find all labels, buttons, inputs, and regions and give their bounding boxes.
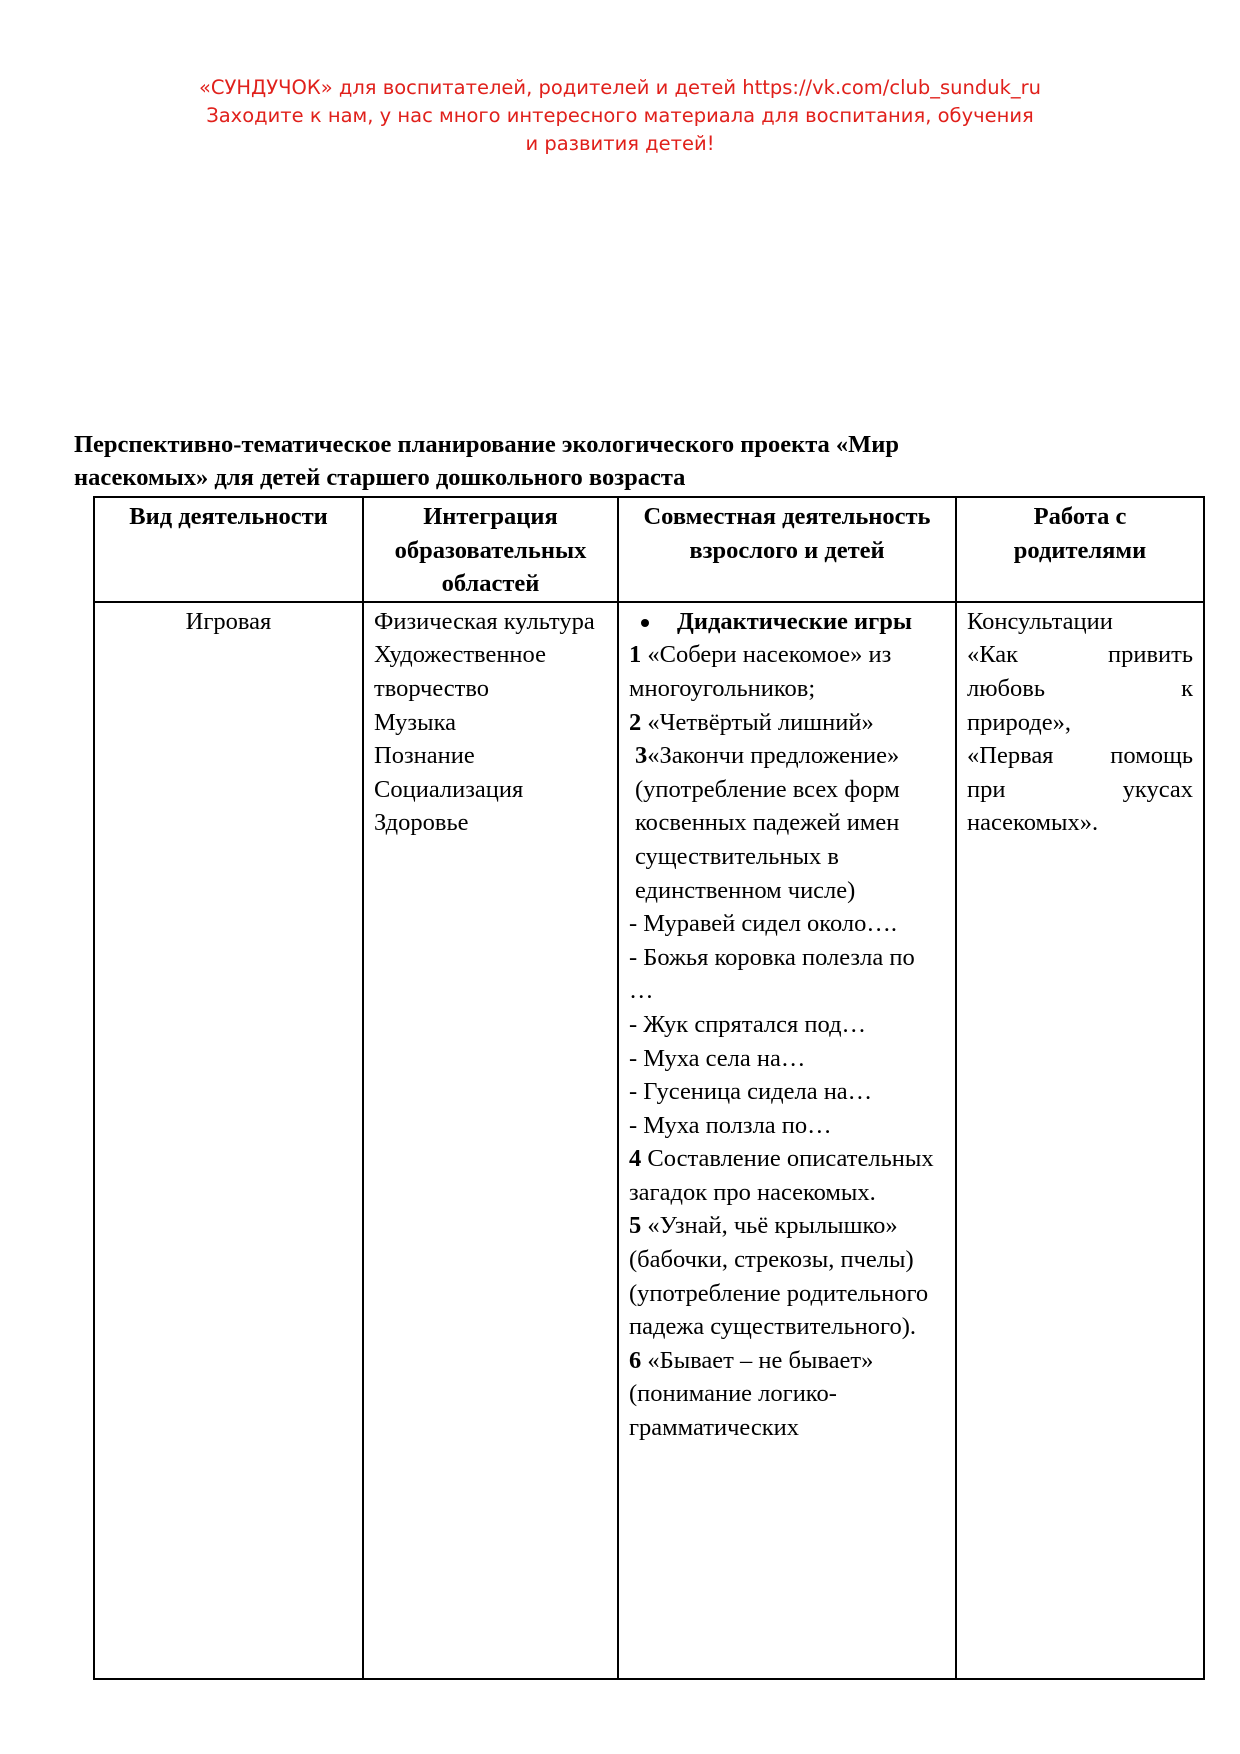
table-row	[94, 602, 1204, 1679]
parents-line: при укусах	[967, 775, 1193, 803]
phrase-item: - Муха села на…	[629, 1044, 806, 1072]
parents-line: природе»,	[967, 708, 1071, 736]
integration-item: Физическая культура	[374, 607, 595, 635]
integration-item: Художественное творчество	[374, 641, 546, 702]
phrase-item: - Муха ползла по…	[629, 1111, 832, 1139]
promo-line-1: «СУНДУЧОК» для воспитателей, родителей и детей https://vk.com/club_sunduk_ru	[198, 76, 1042, 99]
header-activity-type: Вид деятельности	[94, 497, 363, 602]
cell-integration	[363, 602, 618, 1679]
phrase-item: - Жук спрятался под…	[629, 1010, 867, 1038]
document-title	[74, 428, 1194, 494]
cell-parents-work	[956, 602, 1204, 1679]
list-item	[629, 706, 945, 740]
bullet-dot-icon	[641, 619, 649, 627]
integration-item: Познание	[374, 742, 475, 770]
phrase-item: - Гусеница сидела на…	[629, 1078, 873, 1106]
planning-table	[93, 496, 1205, 1680]
item-text: «Узнай, чьё крылышко» (бабочки, стрекозы, пчелы) (употребление родительного падежа существительного).	[629, 1212, 929, 1341]
parents-line: Консультации	[967, 607, 1113, 635]
integration-item: Здоровье	[374, 809, 469, 837]
title-line-1: Перспективно-тематическое планирование экологического проекта «Мир	[74, 431, 900, 458]
list-item	[629, 1209, 945, 1343]
item-number: 4	[629, 1145, 642, 1173]
title-line-2: насекомых» для детей старшего дошкольного возраста	[74, 464, 686, 491]
item-number: 1	[629, 641, 642, 669]
cell-joint-activity	[618, 602, 956, 1679]
parents-line: «Первая помощь	[967, 742, 1193, 770]
item-number: 6	[629, 1346, 642, 1374]
cell-activity: Игровая	[94, 602, 363, 1679]
item-text: «Бывает – не бывает» (понимание логико-грамматических	[629, 1346, 874, 1442]
promo-line-3: и развития детей!	[525, 132, 715, 155]
list-item	[629, 1344, 945, 1445]
promo-line-2: Заходите к нам, у нас много интересного материала для воспитания, обучения	[206, 104, 1034, 127]
item-text: «Собери насекомое» из многоугольников;	[629, 641, 892, 702]
list-item	[629, 1142, 945, 1209]
item-text: «Закончи предложение» (употребление всех форм косвенных падежей имен существительных в единственном числе)	[635, 742, 900, 904]
list-item	[629, 739, 945, 907]
phrase-item: - Божья коровка полезла по …	[629, 943, 915, 1005]
bullet-label: Дидактические игры	[677, 607, 912, 635]
header-integration: Интеграция образовательных областей	[363, 497, 618, 602]
integration-item: Музыка	[374, 708, 456, 736]
parents-line: «Как привить	[967, 641, 1193, 669]
item-number: 5	[629, 1212, 642, 1240]
table-header-row	[94, 497, 1204, 602]
item-number: 2	[629, 708, 642, 736]
parents-line: насекомых».	[967, 809, 1099, 837]
bullet-didactic-games	[629, 605, 945, 639]
header-parents-work: Работа с родителями	[956, 497, 1204, 602]
item-text: Составление описательных загадок про насекомых.	[629, 1145, 934, 1206]
integration-item: Социализация	[374, 775, 524, 803]
parents-line: любовь к	[967, 674, 1193, 702]
list-item	[629, 638, 945, 705]
item-text: «Четвёртый лишний»	[641, 708, 874, 736]
phrase-item: - Муравей сидел около….	[629, 910, 897, 938]
promo-banner	[0, 74, 1240, 158]
item-number: 3	[635, 742, 648, 770]
header-joint-activity: Совместная деятельность взрослого и детей	[618, 497, 956, 602]
